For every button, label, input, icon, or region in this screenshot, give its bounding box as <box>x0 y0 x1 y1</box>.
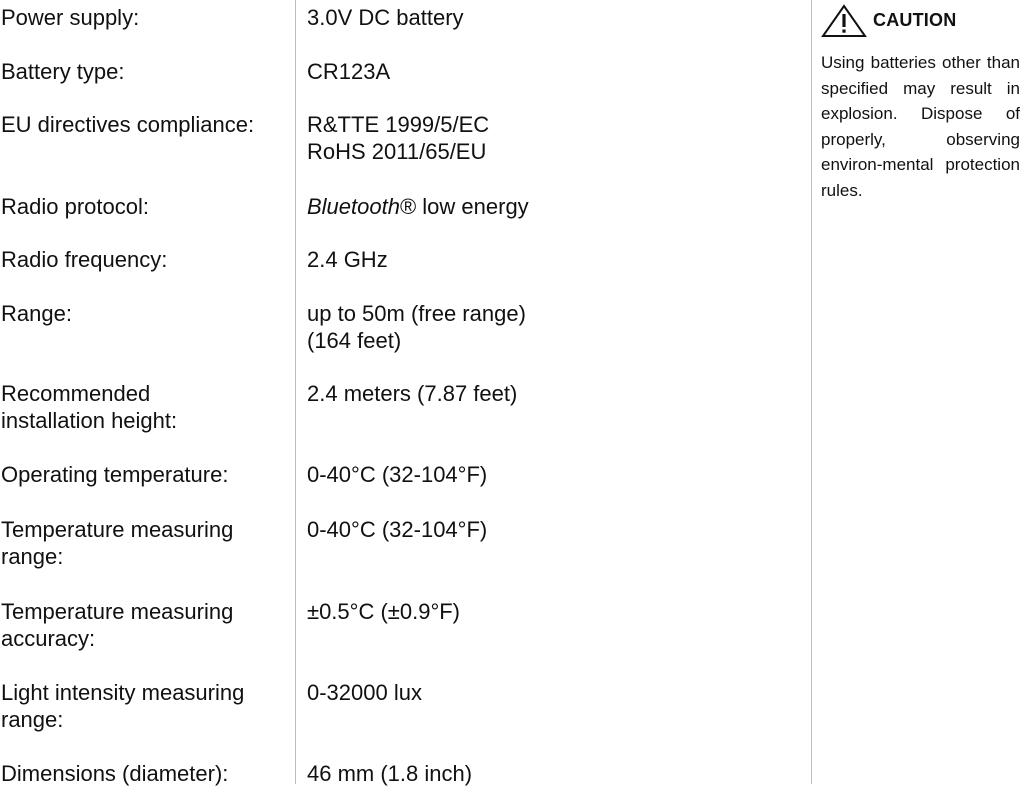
spec-value-light-intensity-range: 0-32000 lux <box>307 680 422 705</box>
spec-label-power-supply: Power supply: <box>1 5 140 30</box>
spec-label-range: Range: <box>1 301 72 326</box>
spec-value-power-supply: 3.0V DC battery <box>307 5 464 30</box>
spec-label-installation-height: Recommended installation height: <box>1 381 178 433</box>
spec-label-radio-protocol: Radio protocol: <box>1 194 149 219</box>
column-divider-right <box>811 0 812 784</box>
spec-value-radio-frequency: 2.4 GHz <box>307 247 388 272</box>
spec-label-radio-frequency: Radio frequency: <box>1 247 168 272</box>
spec-label-temperature-accuracy: Temperature measuring accuracy: <box>1 599 234 651</box>
spec-value-temperature-range: 0-40°C (32-104°F) <box>307 517 488 542</box>
spec-value-dimensions: 46 mm (1.8 inch) <box>307 761 473 786</box>
spec-value-radio-protocol: Bluetooth® low energy <box>307 194 529 219</box>
warning-triangle-icon <box>821 4 867 38</box>
spec-value-operating-temperature: 0-40°C (32-104°F) <box>307 462 488 487</box>
spec-label-dimensions: Dimensions (diameter): <box>1 761 229 786</box>
caution-text: Using batteries other than specified may result in explosion. Dispose of properly, observing environ-mental protection rules. <box>821 53 1020 200</box>
spec-value-range: up to 50m (free range) (164 feet) <box>307 301 526 353</box>
bluetooth-text: Bluetooth <box>307 194 400 219</box>
spec-value-eu-directives: R&TTE 1999/5/EC RoHS 2011/65/EU <box>307 112 490 164</box>
caution-title: CAUTION <box>873 10 957 30</box>
spec-value-battery-type: CR123A <box>307 59 391 84</box>
spec-label-operating-temperature: Operating temperature: <box>1 462 229 487</box>
column-divider-left <box>295 0 296 784</box>
spec-label-battery-type: Battery type: <box>1 59 125 84</box>
spec-value-installation-height: 2.4 meters (7.87 feet) <box>307 381 518 406</box>
spec-value-temperature-accuracy: ±0.5°C (±0.9°F) <box>307 599 461 624</box>
spec-label-temperature-range: Temperature measuring range: <box>1 517 234 569</box>
caution-header <box>821 4 1020 38</box>
spec-label-eu-directives: EU directives compliance: <box>1 112 255 137</box>
spec-label-light-intensity-range: Light intensity measuring range: <box>1 680 245 732</box>
